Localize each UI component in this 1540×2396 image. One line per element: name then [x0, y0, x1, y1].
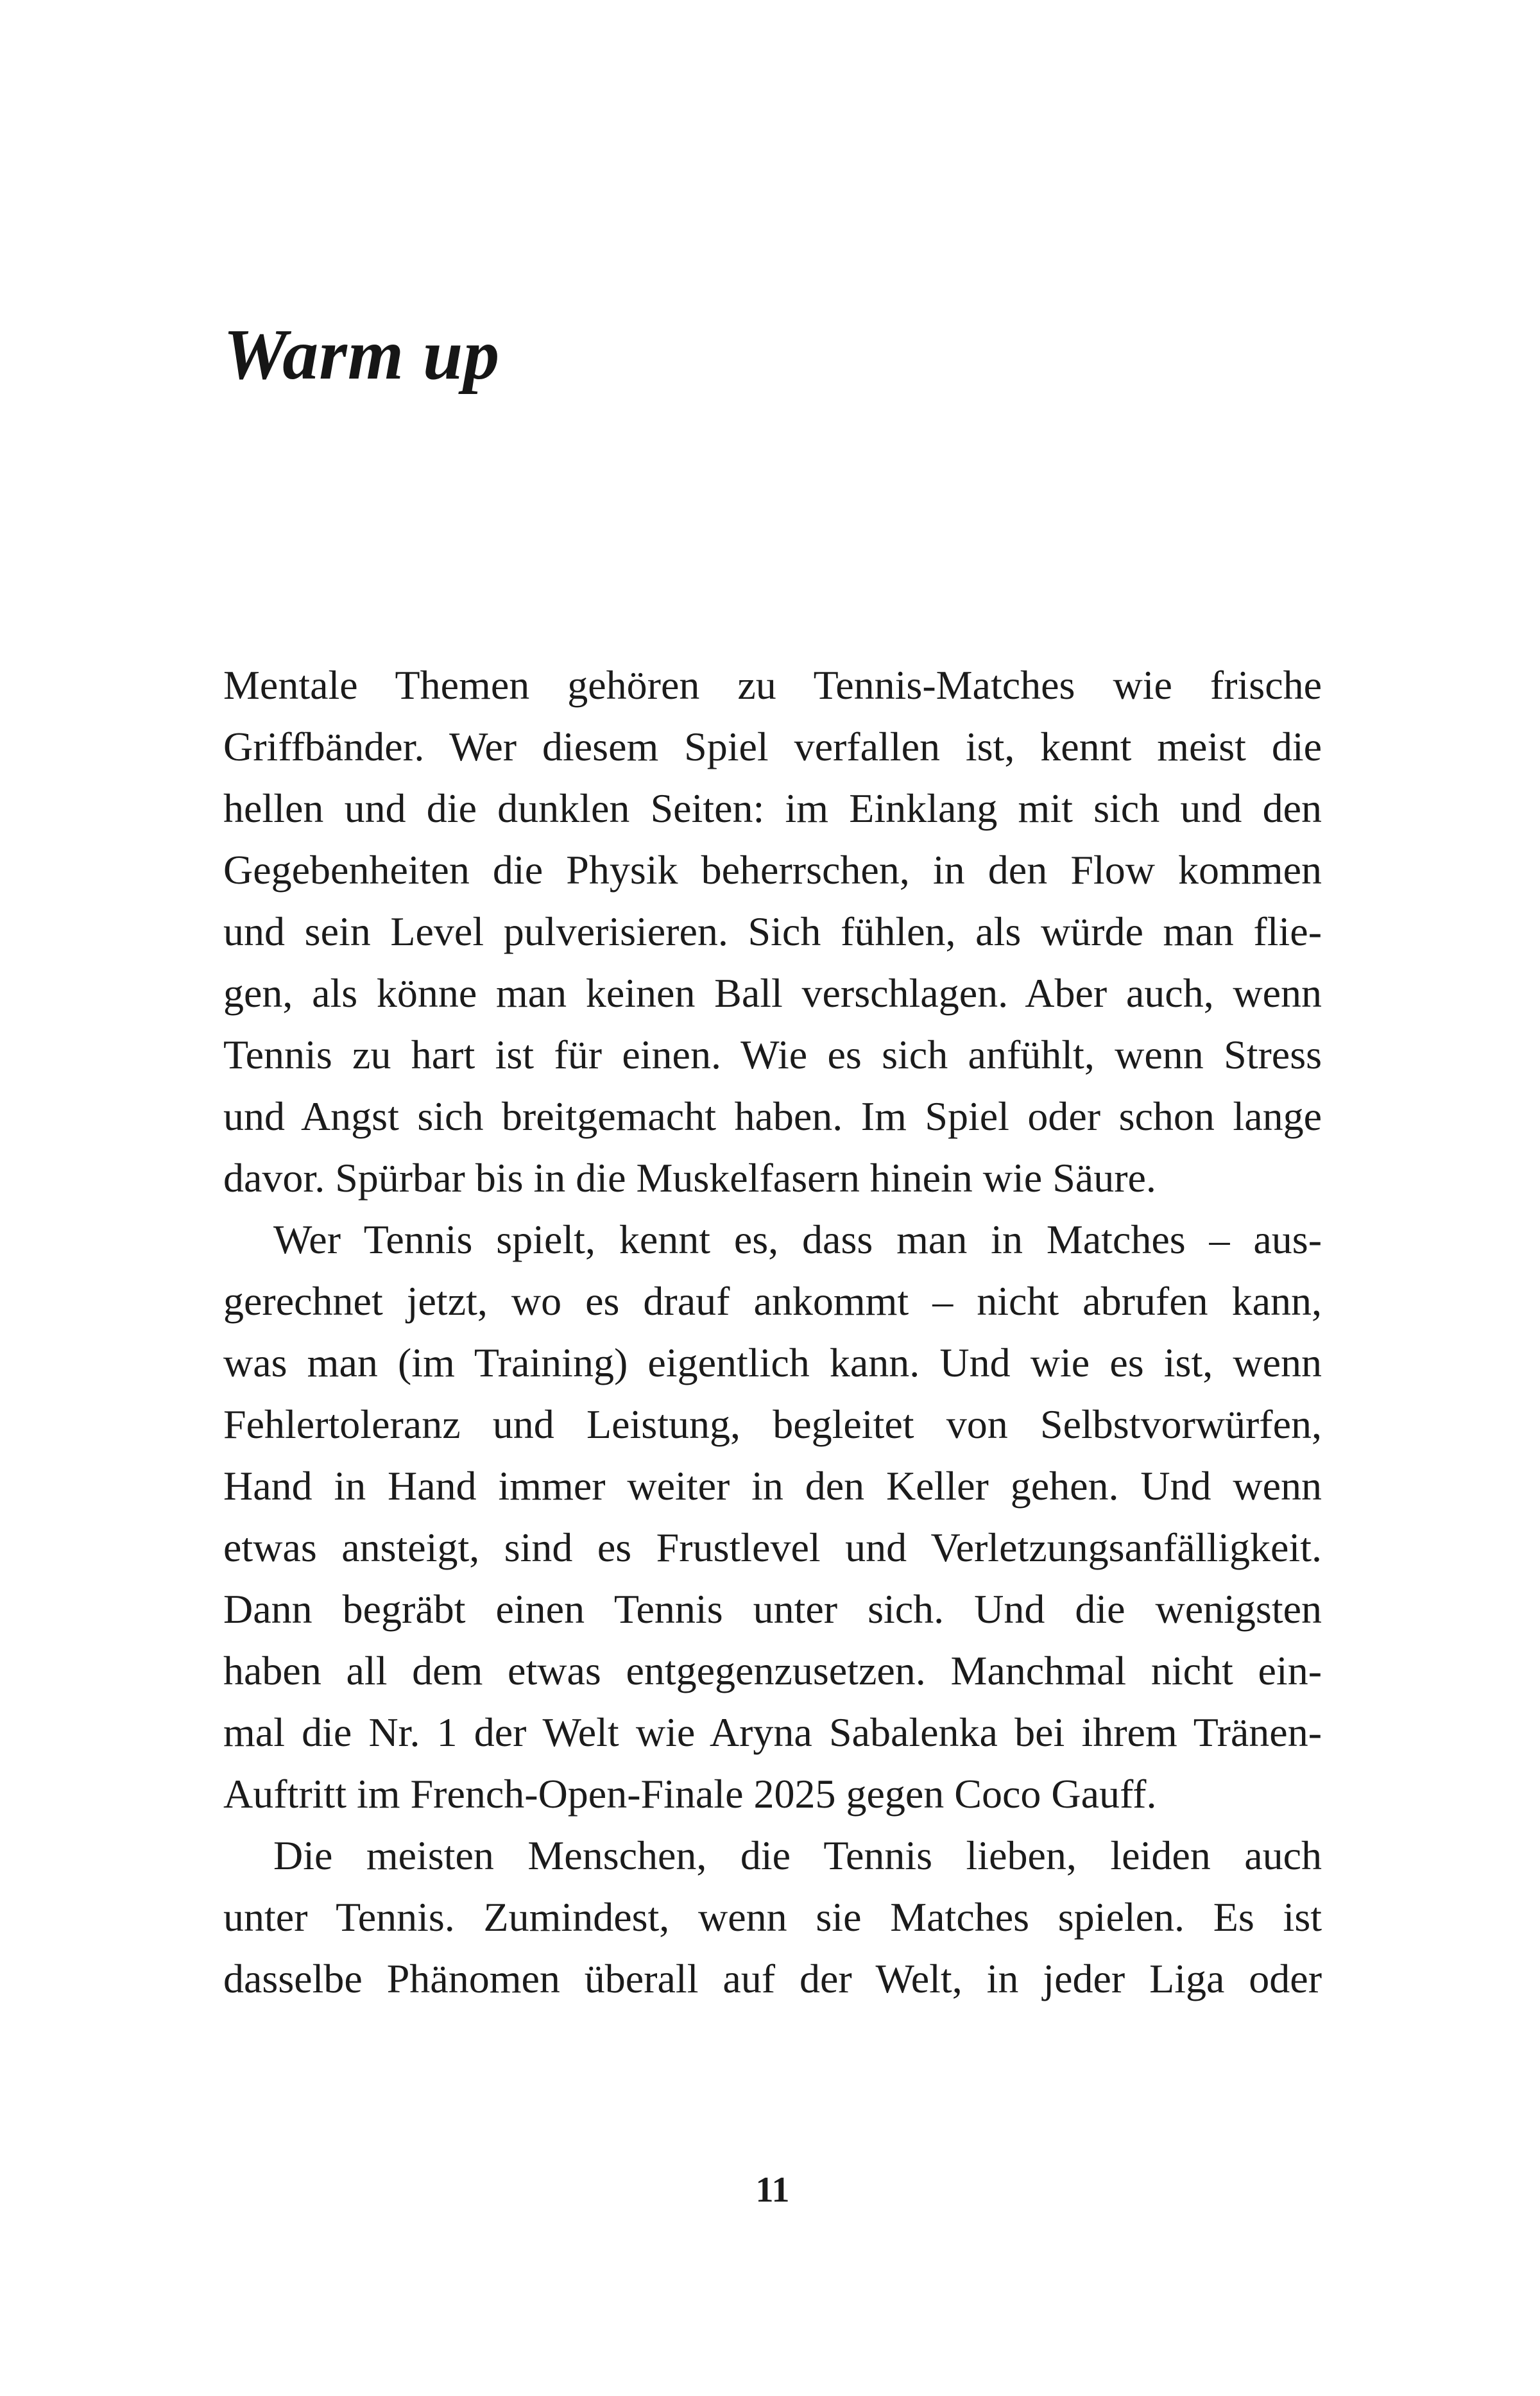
- text-line: dasselbe Phänomen überall auf der Welt, in jeder Liga oder: [223, 1956, 1322, 2001]
- text-line: gen, als könne man keinen Ball verschlagen. Aber auch, wenn: [223, 970, 1322, 1016]
- text-line: haben all dem etwas entgegenzusetzen. Manchmal nicht ein-: [223, 1648, 1322, 1693]
- text-line: davor. Spürbar bis in die Muskelfasern hinein wie Säure.: [223, 1155, 1156, 1201]
- text-line: und Angst sich breitgemacht haben. Im Spiel oder schon lange: [223, 1093, 1322, 1139]
- text-line: Mentale Themen gehören zu Tennis-Matches wie frische: [223, 662, 1322, 708]
- text-line: was man (im Training) eigentlich kann. Und wie es ist, wenn: [223, 1340, 1322, 1385]
- body-text: [223, 655, 1322, 2010]
- text-line: Die meisten Menschen, die Tennis lieben, leiden auch: [273, 1833, 1322, 1878]
- text-line: Hand in Hand immer weiter in den Keller gehen. Und wenn: [223, 1463, 1322, 1509]
- text-line: mal die Nr. 1 der Welt wie Aryna Sabalenka bei ihrem Tränen-: [223, 1709, 1322, 1755]
- text-line: gerechnet jetzt, wo es drauf ankommt – nicht abrufen kann,: [223, 1278, 1322, 1324]
- page-number: 11: [755, 2170, 790, 2210]
- text-line: Wer Tennis spielt, kennt es, dass man in Matches – aus-: [273, 1217, 1322, 1262]
- text-line: Griffbänder. Wer diesem Spiel verfallen ist, kennt meist die: [223, 724, 1322, 769]
- text-line: und sein Level pulverisieren. Sich fühlen, als würde man flie-: [223, 909, 1322, 954]
- chapter-title: Warm up: [223, 315, 501, 395]
- text-line: Gegebenheiten die Physik beherrschen, in den Flow kommen: [223, 847, 1322, 893]
- text-line: unter Tennis. Zumindest, wenn sie Matches spielen. Es ist: [223, 1894, 1322, 1940]
- text-line: etwas ansteigt, sind es Frustlevel und Verletzungsanfälligkeit.: [223, 1525, 1322, 1570]
- text-line: Tennis zu hart ist für einen. Wie es sich anfühlt, wenn Stress: [223, 1032, 1322, 1077]
- text-line: Dann begräbt einen Tennis unter sich. Und die wenigsten: [223, 1586, 1322, 1632]
- text-line: Auftritt im French-Open-Finale 2025 gegen Coco Gauff.: [223, 1771, 1157, 1817]
- text-line: Fehlertoleranz und Leistung, begleitet von Selbstvorwürfen,: [223, 1401, 1322, 1447]
- text-line: hellen und die dunklen Seiten: im Einklang mit sich und den: [223, 785, 1322, 831]
